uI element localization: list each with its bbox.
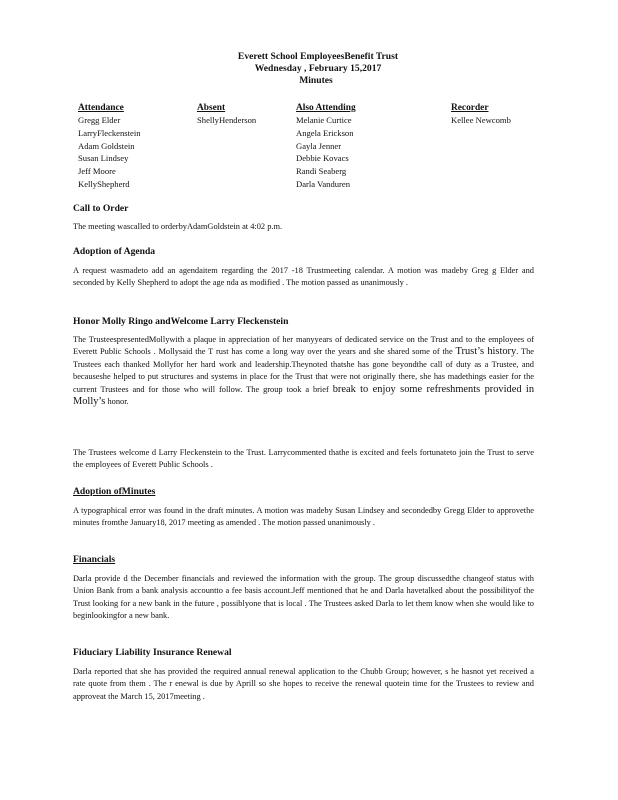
section-heading-adoption-agenda: Adoption of Agenda (73, 246, 156, 257)
honor-text-emphasis: Trust’s history (455, 346, 517, 358)
section-text-welcome: The Trustees welcome d Larry Fleckenstein to the Trust. Larrycommented thathe is excited and feels fortunateto join the Trust to serve the employees of Everett Public Schools . (73, 448, 534, 470)
absent-name: ShellyHenderson (197, 115, 257, 125)
section-text-honor (73, 334, 534, 408)
also-attending-column (296, 102, 356, 191)
also-attending-name: Randi Seaberg (296, 166, 347, 177)
doc-title: Everett School EmployeesBenefit Trust (237, 51, 399, 62)
attendee-name: KellyShepherd (78, 178, 130, 189)
section-heading-financials: Financials (73, 554, 116, 565)
also-attending-name: Melanie Curtice (296, 115, 352, 125)
section-heading-fiduciary: Fiduciary Liability Insurance Renewal (73, 647, 232, 658)
honor-text-emphasis: break to enjoy some refreshments provided in Molly’s (73, 383, 535, 408)
section-text-adoption-agenda: A request wasmadeto add an agendaitem regarding the 2017 -18 Trustmeeting calendar. A motion was madeby Greg g Elder and seconded by Kelly Shepherd to adopt the age nda as modified . The motion passed as unanimously . (73, 266, 534, 288)
attendee-name: Susan Lindsey (78, 153, 129, 164)
absent-column (197, 102, 256, 127)
also-attending-heading: Also Attending (296, 103, 356, 113)
attendee-name: Adam Goldstein (78, 140, 135, 151)
section-text-adoption-minutes: A typographical error was found in the draft minutes. A motion was madeby Susan Lindsey and secondedby Gregg Elder to approvethe minutes fromthe January18, 2017 meeting as amended . The motion passed unanimously . (73, 506, 534, 528)
attendance-column (78, 102, 141, 191)
attendee-name: LarryFleckenstein (78, 127, 141, 138)
also-attending-name: Darla Vanduren (296, 178, 351, 189)
section-text-fiduciary: Darla reported that she has provided the required annual renewal application to the Chubb Group; however, s he hasnot yet received a rate quote from them . The r enewal is due by Aprill so she hopes to receive the renewal quotein time for the Trustees to review and approveat the March 15, 2017meeting . (73, 667, 534, 701)
honor-text-part: honor. (107, 397, 129, 407)
also-attending-name: Gayla Jenner (296, 140, 342, 151)
absent-heading: Absent (197, 103, 226, 113)
also-attending-name: Angela Erickson (296, 127, 354, 138)
section-text-financials: Darla provide d the December financials and reviewed the information with the group. The group discussedthe changeof status with Union Bank from a bank analysis accountto a fee basis account.Jeff mentioned that he and Darla havetalked about the possibilityof the Trust looking for a new bank in the future , possiblyone that is local . The Trustees asked Darla to let them know when she would like to beginlookingfor a new bank. (73, 574, 534, 621)
section-heading-adoption-minutes: Adoption ofMinutes (73, 486, 156, 497)
doc-subtitle: Minutes (299, 75, 333, 86)
attendee-name: Jeff Moore (78, 166, 116, 177)
recorder-heading: Recorder (451, 103, 489, 113)
also-attending-name: Debbie Kovacs (296, 153, 349, 164)
meeting-date: Wednesday , February 15,2017 (254, 63, 382, 74)
attendance-heading: Attendance (78, 103, 124, 113)
attendee-name: Gregg Elder (78, 115, 121, 125)
section-heading-call-to-order: Call to Order (73, 203, 129, 214)
recorder-name: Kellee Newcomb (451, 115, 511, 125)
section-heading-honor: Honor Molly Ringo andWelcome Larry Fleckenstein (73, 316, 289, 327)
honor-text-part: . The Trustees each thanked Mollyfor her hard work and leadership.Theynoted thatshe has gone beyondthe call of duty as a Trustee, and becauseshe helped to put structures and systems in place for the Trust that were not originally there, she has madethings easier for the current Trustees and for those who will follow. The group took a brief (73, 347, 534, 394)
recorder-column (451, 102, 511, 127)
honor-text-part: The TrusteespresentedMollywith a plaque in appreciation of her manyyears of dedicated service on the Trust and to the employees of Everett Public Schools . Mollysaid the T rust has come a long way over the years and she shared some of the (73, 335, 534, 357)
section-text-call-to-order: The meeting wascalled to orderbyAdamGoldstein at 4:02 p.m. (73, 222, 283, 231)
